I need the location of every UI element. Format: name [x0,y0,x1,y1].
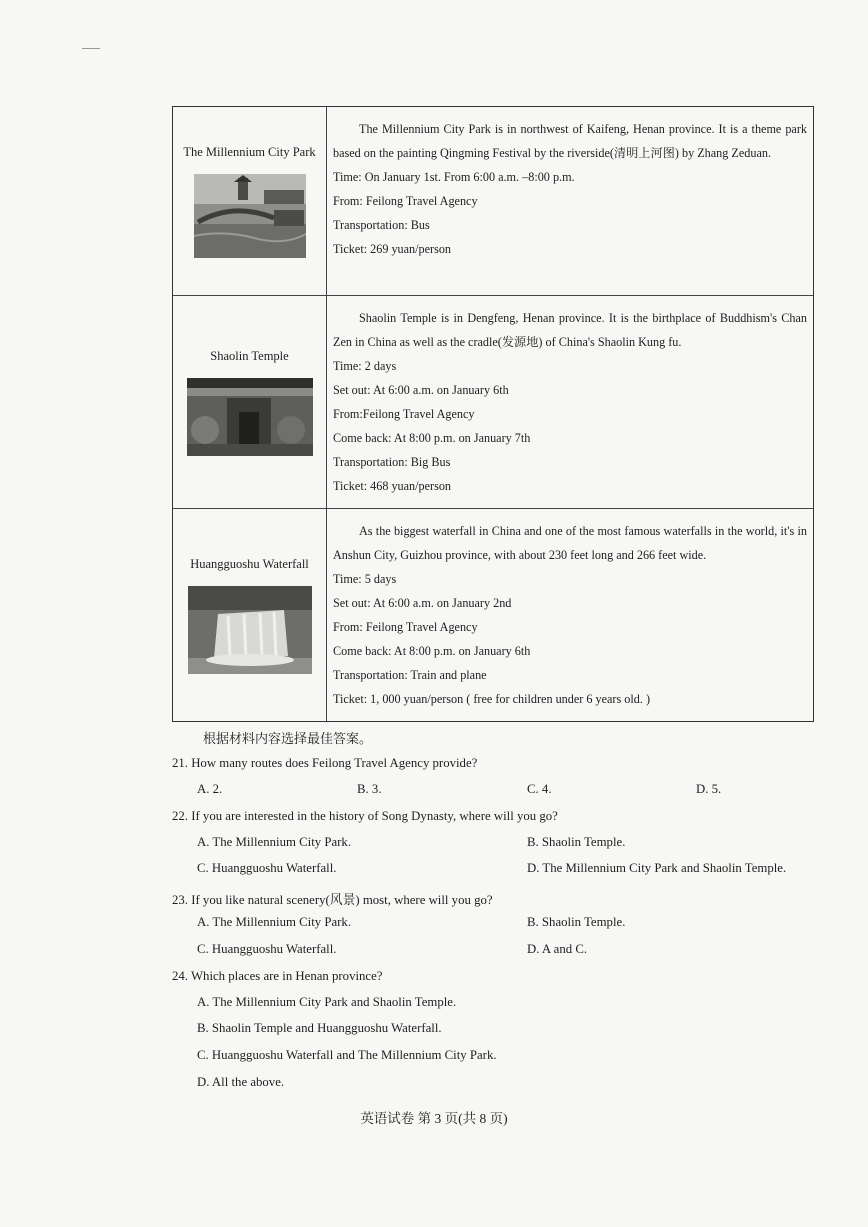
route-ticket: Ticket: 468 yuan/person [333,479,452,493]
route-time: Time: On January 1st. From 6:00 a.m. –8:00 p.m. [333,170,575,184]
option-23-d: D. A and C. [527,942,588,956]
route-name-cell [173,107,327,295]
route-from: From: Feilong Travel Agency [333,194,478,208]
route-description: Shaolin Temple is in Dengfeng, Henan province. It is the birthplace of Buddhism's Chan Zen in China as well as the cradle(发源地) of China's Shaolin Kung fu. [333,311,807,349]
route-name-cell [173,509,327,721]
route-info-cell [327,107,813,295]
route-ticket: Ticket: 269 yuan/person [333,242,452,256]
route-from: From: Feilong Travel Agency [333,620,478,634]
route-from: From:Feilong Travel Agency [333,407,475,421]
route-description: The Millennium City Park is in northwest of Kaifeng, Henan province. It is a theme park based on the painting Qingming Festival by the riverside(清明上河图) by Zhang Zeduan. [333,122,807,160]
option-22-c: C. Huangguoshu Waterfall. [197,861,337,875]
table-row [173,508,813,721]
option-24-a: A. The Millennium City Park and Shaolin Temple. [197,995,457,1009]
option-22-d: D. The Millennium City Park and Shaolin Temple. [527,861,787,875]
route-name: The Millennium City Park [183,144,316,159]
option-22-b: B. Shaolin Temple. [527,835,626,849]
question-23: 23. If you like natural scenery(风景) most, where will you go? [172,893,493,907]
instructions: 根据材料内容选择最佳答案。 [203,731,373,746]
waterfall-photo [188,586,312,674]
route-name: Huangguoshu Waterfall [190,556,309,571]
option-22-a: A. The Millennium City Park. [197,835,352,849]
table-row [173,295,813,508]
millennium-park-photo [194,174,306,258]
question-24: 24. Which places are in Henan province? [172,969,383,983]
option-21-b: B. 3. [357,782,382,796]
shaolin-temple-photo [187,378,313,456]
route-set-out: Set out: At 6:00 a.m. on January 6th [333,383,509,397]
route-transportation: Transportation: Train and plane [333,668,487,682]
page-footer: 英语试卷 第 3 页(共 8 页) [360,1111,508,1126]
route-name-cell [173,296,327,508]
route-time: Time: 5 days [333,572,397,586]
travel-routes-table [172,106,814,722]
page-corner-mark [82,48,100,49]
option-23-b: B. Shaolin Temple. [527,915,626,929]
route-come-back: Come back: At 8:00 p.m. on January 6th [333,644,531,658]
question-22: 22. If you are interested in the history of Song Dynasty, where will you go? [172,809,558,823]
route-name: Shaolin Temple [210,348,289,363]
option-24-d: D. All the above. [197,1075,285,1089]
route-come-back: Come back: At 8:00 p.m. on January 7th [333,431,531,445]
route-transportation: Transportation: Bus [333,218,430,232]
option-24-b: B. Shaolin Temple and Huangguoshu Waterfall. [197,1021,442,1035]
route-info-cell [327,296,813,508]
route-transportation: Transportation: Big Bus [333,455,451,469]
question-21: 21. How many routes does Feilong Travel Agency provide? [172,756,478,770]
route-ticket: Ticket: 1, 000 yuan/person ( free for children under 6 years old. ) [333,692,651,706]
option-24-c: C. Huangguoshu Waterfall and The Millennium City Park. [197,1048,497,1062]
route-description: As the biggest waterfall in China and one of the most famous waterfalls in the world, it's in Anshun City, Guizhou province, with about 230 feet long and 266 feet wide. [333,524,807,562]
table-row [173,107,813,295]
option-21-a: A. 2. [197,782,223,796]
option-21-c: C. 4. [527,782,552,796]
route-info-cell [327,509,813,721]
option-23-c: C. Huangguoshu Waterfall. [197,942,337,956]
route-time: Time: 2 days [333,359,397,373]
route-set-out: Set out: At 6:00 a.m. on January 2nd [333,596,512,610]
option-23-a: A. The Millennium City Park. [197,915,352,929]
option-21-d: D. 5. [696,782,722,796]
